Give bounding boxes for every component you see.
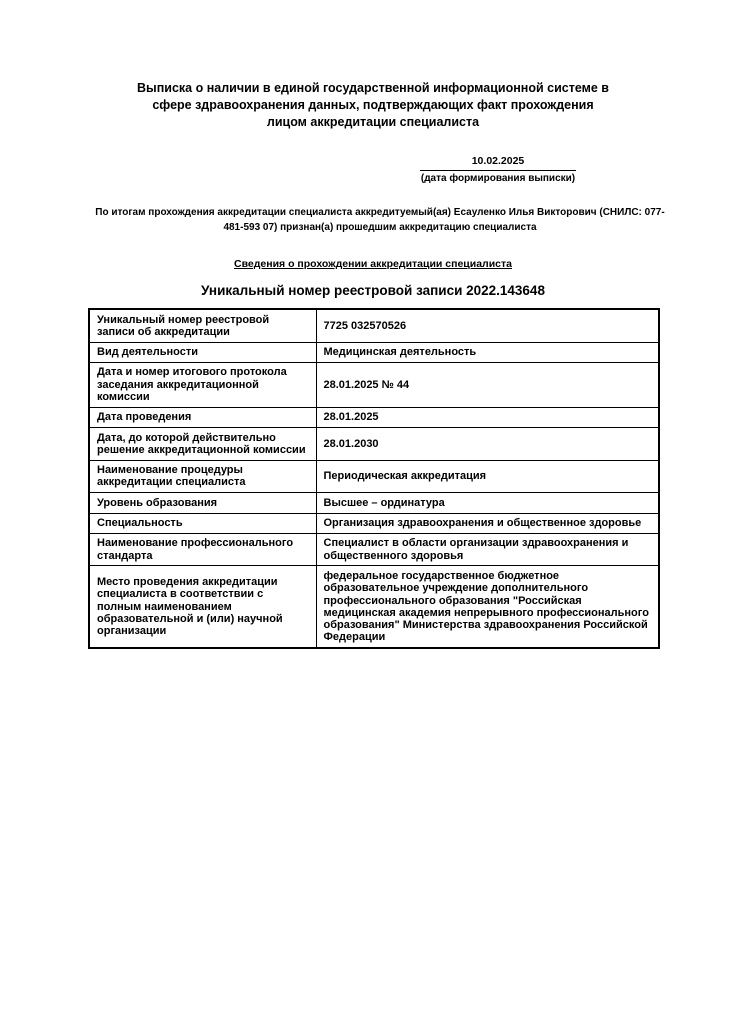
row-label-cell: Уникальный номер реестровой записи об аккредитации — [89, 309, 316, 342]
table-row — [89, 407, 659, 427]
row-value-cell: 28.01.2025 № 44 — [316, 362, 659, 407]
table-row — [89, 428, 659, 461]
row-value-cell: 28.01.2025 — [316, 407, 659, 427]
row-value-cell: Специалист в области организации здравоохранения и общественного здоровья — [316, 533, 659, 566]
table-row — [89, 533, 659, 566]
row-value-cell: Медицинская деятельность — [316, 342, 659, 362]
row-label-cell: Специальность — [89, 513, 316, 533]
document-body — [88, 155, 665, 649]
row-label-cell: Место проведения аккредитации специалиста в соответствии с полным наименованием образовательной и (или) научной организации — [89, 566, 316, 648]
extract-date-block — [420, 155, 576, 185]
table-row — [89, 566, 659, 648]
row-label-cell: Наименование профессионального стандарта — [89, 533, 316, 566]
row-label-cell: Уровень образования — [89, 493, 316, 513]
table-row — [89, 493, 659, 513]
row-value-cell: 28.01.2030 — [316, 428, 659, 461]
table-row — [89, 342, 659, 362]
table-row — [89, 460, 659, 493]
extract-date-value: 10.02.2025 — [420, 155, 576, 171]
row-value-cell: Периодическая аккредитация — [316, 460, 659, 493]
table-row — [89, 309, 659, 342]
document-title: Выписка о наличии в единой государственной информационной системе в сфере здравоохранения данных, подтверждающих факт прохождения лицом аккредитации специалиста — [137, 81, 609, 129]
section-heading: Сведения о прохождении аккредитации специалиста — [234, 258, 512, 270]
row-label-cell: Дата проведения — [89, 407, 316, 427]
row-label-cell: Дата, до которой действительно решение аккредитационной комиссии — [89, 428, 316, 461]
row-value-cell: Высшее – ординатура — [316, 493, 659, 513]
row-label-cell: Вид деятельности — [89, 342, 316, 362]
row-value-cell: Организация здравоохранения и общественное здоровье — [316, 513, 659, 533]
table-row — [89, 362, 659, 407]
row-value-cell: 7725 032570526 — [316, 309, 659, 342]
row-value-cell: федеральное государственное бюджетное образовательное учреждение дополнительного профессионального образования "Российская медицинская академия непрерывного профессионального образования" Министерства здравоохранения Российской Федерации — [316, 566, 659, 648]
registry-number-heading: Уникальный номер реестровой записи 2022.143648 — [201, 283, 545, 298]
extract-date-caption: (дата формирования выписки) — [420, 173, 576, 184]
table-row — [89, 513, 659, 533]
accreditation-table — [88, 308, 660, 649]
row-label-cell: Дата и номер итогового протокола заседания аккредитационной комиссии — [89, 362, 316, 407]
intro-paragraph: По итогам прохождения аккредитации специалиста аккредитуемый(ая) Есауленко Илья Викторович (СНИЛС: 077-481-593 07) признан(а) прошедшим аккредитацию специалиста — [95, 207, 665, 233]
row-label-cell: Наименование процедуры аккредитации специалиста — [89, 460, 316, 493]
